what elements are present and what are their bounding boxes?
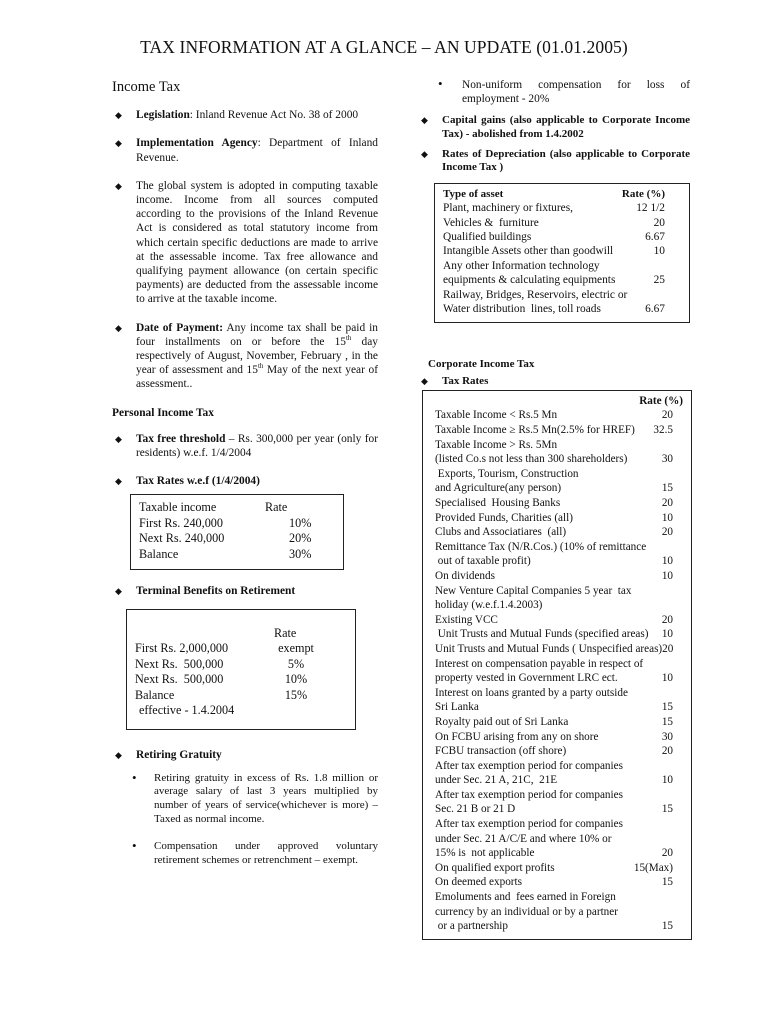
row-label: After tax exemption period for companies [435, 759, 623, 772]
table-row [443, 273, 677, 287]
table-row [435, 686, 685, 701]
table-row [435, 730, 685, 745]
table-row [443, 216, 677, 230]
table-row [435, 671, 685, 686]
row-label: equipments & calculating equipments [443, 274, 616, 287]
row-label: Qualified buildings [443, 231, 532, 243]
row-rate: 20 [661, 497, 673, 509]
corp-rates-label: Tax Rates [442, 374, 489, 387]
table-row [435, 919, 685, 934]
table-row [435, 788, 685, 803]
row-label: FCBU transaction (off shore) [435, 745, 567, 758]
row-rate [673, 788, 685, 803]
table-row [443, 259, 677, 273]
row-label: New Venture Capital Companies 5 year tax [435, 584, 632, 597]
row-rate: 15 [661, 715, 673, 728]
page-title: TAX INFORMATION AT A GLANCE – AN UPDATE (01.01.2005) [140, 37, 628, 57]
depreciation-table [434, 183, 690, 324]
nonuniform-point: • Non-uniform compensation for loss of employment - 20% [418, 78, 690, 106]
row-rate: 6.67 [645, 231, 665, 243]
row-rate: 12 1/2 [636, 202, 665, 215]
row-rate: 15 [661, 701, 673, 714]
row-label: Sri Lanka [435, 701, 479, 714]
depreciation-text: Rates of Depreciation (also applicable to Corporate Income Tax ) [442, 147, 690, 174]
table-row [435, 467, 685, 482]
table-row [435, 642, 685, 657]
table-row [435, 569, 685, 584]
superscript: th [345, 334, 352, 343]
row-rate: 32.5 [653, 424, 673, 437]
row-label: After tax exemption period for companies [435, 818, 623, 831]
row-rate: 10 [661, 672, 673, 685]
row-rate [673, 890, 685, 905]
row-rate: 6.67 [645, 303, 665, 316]
table-row [435, 700, 685, 715]
row-rate: 20 [653, 216, 665, 229]
table-row [435, 802, 685, 817]
row-label: Specialised Housing Banks [435, 497, 561, 509]
legislation-label: Legislation [136, 109, 190, 122]
table-row [135, 657, 347, 673]
row-label: under Sec. 21 A, 21C, 21E [435, 774, 558, 787]
row-label: First Rs. 240,000 [139, 515, 223, 530]
table-header [443, 187, 677, 201]
gratuity-point: • Retiring gratuity in excess of Rs. 1.8 million or average salary of last 3 years multiplied by number of years of service(whichever is more) – Taxed as normal income. [112, 772, 378, 826]
header-cell: Rate (%) [639, 394, 683, 407]
row-label: (listed Co.s not less than 300 shareholders) [435, 453, 628, 466]
table-row [435, 905, 685, 920]
row-rate: 20 [661, 409, 673, 422]
row-label: Intangible Assets other than goodwill [443, 245, 614, 258]
table-row [435, 613, 685, 628]
left-column [112, 80, 378, 881]
table-row [435, 598, 685, 613]
row-label: Remittance Tax (N/R.Cos.) (10% of remittance [435, 540, 647, 553]
threshold-label: Tax free threshold [136, 432, 226, 445]
row-label: property vested in Government LRC ect. [435, 672, 618, 685]
row-rate: 25 [653, 274, 665, 287]
table-row [435, 452, 685, 467]
row-label: and Agriculture(any person) [435, 482, 562, 495]
gratuity-label: Retiring Gratuity [136, 748, 222, 761]
row-label: Vehicles & furniture [443, 216, 539, 229]
row-rate: 10 [661, 555, 673, 568]
row-label: After tax exemption period for companies [435, 788, 623, 801]
header-cell: Rate [265, 500, 288, 515]
row-rate: 30 [661, 453, 673, 466]
personal-rates-table [130, 494, 344, 570]
tax-rates-item [112, 474, 378, 488]
tax-rates-label: Tax Rates w.e.f (1/4/2004) [136, 475, 260, 488]
agency-label: Implementation Agency [136, 137, 258, 150]
retiring-gratuity-item [112, 748, 378, 762]
row-rate: 5% [287, 656, 305, 671]
superscript: th [257, 362, 264, 371]
row-label: Plant, machinery or fixtures, [443, 202, 574, 215]
table-row [435, 817, 685, 832]
table-row [443, 230, 677, 244]
income-tax-heading: Income Tax [112, 79, 181, 95]
threshold-item [112, 432, 378, 460]
table-row [135, 688, 347, 704]
row-rate [673, 467, 685, 482]
row-rate: 20 [661, 526, 673, 539]
row-rate [673, 905, 685, 920]
row-label: holiday (w.e.f.1.4.2003) [435, 599, 543, 612]
row-label: On FCBU arising from any on shore [435, 730, 599, 743]
table-row [139, 531, 335, 547]
depreciation-item [418, 148, 690, 175]
row-rate [673, 540, 685, 555]
header-cell: Rate [274, 625, 297, 640]
agency-item [112, 136, 378, 164]
row-label: Railway, Bridges, Reservoirs, electric or [443, 288, 628, 301]
row-rate: 10 [661, 774, 673, 787]
table-row [443, 244, 677, 258]
row-label: 15% is not applicable [435, 847, 535, 860]
row-label: Provided Funds, Charities (all) [435, 511, 573, 524]
table-row [435, 496, 685, 511]
row-label: Any other Information technology [443, 259, 600, 272]
row-label: Next Rs. 240,000 [139, 531, 225, 546]
table-row [435, 511, 685, 526]
row-rate: 15 [661, 803, 673, 816]
table-row [139, 547, 335, 563]
payment-text: May of the next year of assessment.. [136, 364, 378, 391]
row-label: or a partnership [435, 920, 509, 933]
table-row [435, 875, 685, 890]
corporate-tax-rates-item [418, 374, 690, 388]
table-row [435, 657, 685, 672]
agency-text: : Department of Inland Revenue. [136, 137, 378, 164]
compensation-point: • Compensation under approved voluntary retirement schemes or retrenchment – exempt. [112, 840, 378, 867]
row-label: Unit Trusts and Mutual Funds (specified areas) [435, 628, 649, 641]
row-rate: 20 [661, 613, 673, 626]
row-rate: 30% [289, 546, 312, 561]
row-rate: 20 [662, 642, 674, 655]
table-row [435, 438, 685, 453]
row-label: Royalty paid out of Sri Lanka [435, 715, 569, 728]
row-rate [673, 657, 685, 672]
row-label: Next Rs. 500,000 [135, 672, 224, 687]
table-row [435, 423, 685, 438]
row-label: Interest on compensation payable in respect of [435, 657, 644, 670]
row-label: On deemed exports [435, 876, 522, 889]
row-rate [673, 438, 685, 453]
row-label: Interest on loans granted by a party outside [435, 686, 628, 699]
row-label: Taxable Income ≥ Rs.5 Mn(2.5% for HREF) [435, 424, 635, 437]
row-rate: 15 [661, 920, 673, 933]
row-rate [673, 598, 685, 613]
table-row [135, 641, 347, 657]
row-rate: 15(Max) [633, 861, 673, 874]
row-rate: 20 [661, 847, 673, 860]
row-rate [665, 288, 677, 302]
corporate-income-tax-heading: Corporate Income Tax [428, 358, 535, 371]
row-label: First Rs. 2,000,000 [135, 641, 229, 656]
row-rate: 15% [284, 687, 308, 702]
table-row [435, 832, 685, 847]
header-cell: Rate (%) [621, 187, 665, 200]
terminal-benefits-table [126, 609, 356, 730]
row-rate: 30 [661, 730, 673, 743]
row-rate: exempt [278, 641, 314, 656]
row-rate: 10% [284, 672, 308, 687]
table-row [135, 672, 347, 688]
row-label: Exports, Tourism, Construction [435, 467, 579, 480]
legislation-item [112, 108, 378, 122]
payment-label: Date of Payment: [136, 321, 224, 334]
row-rate [673, 759, 685, 774]
table-row [435, 846, 685, 861]
row-rate: 10 [661, 511, 673, 524]
table-row [435, 715, 685, 730]
table-row [435, 627, 685, 642]
row-label: Next Rs. 500,000 [135, 656, 224, 671]
row-label: Unit Trusts and Mutual Funds ( Unspecified areas) [435, 642, 663, 655]
row-label: Taxable Income < Rs.5 Mn [435, 409, 558, 422]
row-label: Balance [135, 687, 175, 702]
table-row [435, 554, 685, 569]
row-label: currency by an individual or by a partner [435, 905, 618, 918]
header-cell: Type of asset [443, 187, 504, 200]
terminal-label: Terminal Benefits on Retirement [136, 585, 296, 598]
row-rate: 15 [661, 876, 673, 889]
row-label: Taxable Income > Rs. 5Mn [435, 438, 558, 451]
payment-date-item [112, 321, 378, 392]
legislation-text: : Inland Revenue Act No. 38 of 2000 [189, 109, 359, 122]
row-rate [673, 584, 685, 599]
terminal-benefits-item [112, 584, 378, 598]
row-rate: 20% [289, 531, 312, 546]
table-row [435, 481, 685, 496]
row-label: Sec. 21 B or 21 D [435, 803, 516, 816]
row-label: Existing VCC [435, 613, 498, 626]
right-column [418, 78, 690, 940]
row-label: under Sec. 21 A/C/E and where 10% or [435, 832, 612, 845]
row-rate [673, 832, 685, 847]
global-system-item: ◆ The global system is adopted in computing taxable income. Income from all sources computed according to the provisions of the Inland Revenue Act is considered as total statutory income from which certain specific deductions are made to arrive at the assessable income. Tax free allowance and qualifying payment allowance (on certain specific payments) are deducted from the assessable income to arrive at the taxable income. [112, 179, 378, 307]
row-rate: 10 [661, 569, 673, 582]
row-label: out of taxable profit) [435, 555, 531, 568]
effective-date: effective - 1.4.2004 [139, 703, 235, 718]
table-header [139, 500, 335, 516]
table-row [435, 540, 685, 555]
threshold-text: – Rs. 300,000 per year (only for residents) w.e.f. 1/4/2004 [136, 432, 379, 460]
header-cell: Taxable income [139, 500, 217, 515]
table-row [435, 584, 685, 599]
payment-text: Any income tax shall be paid in four installments on or before the 15 [136, 321, 378, 348]
corporate-rates-table [422, 390, 692, 940]
row-label: Emoluments and fees earned in Foreign [435, 891, 616, 904]
table-row [435, 759, 685, 774]
row-label: On dividends [435, 569, 495, 582]
table-row [435, 525, 685, 540]
table-row [443, 302, 677, 316]
table-row [435, 408, 685, 423]
table-row [435, 890, 685, 905]
table-row [139, 516, 335, 532]
table-row [435, 861, 685, 876]
row-rate [673, 686, 685, 701]
row-label: Water distribution lines, toll roads [443, 303, 601, 316]
row-rate [673, 817, 685, 832]
capital-gains-item [418, 114, 690, 141]
table-row [435, 744, 685, 759]
row-label: Clubs and Associatiares (all) [435, 526, 567, 539]
row-rate: 15 [661, 482, 673, 495]
row-label: Balance [139, 546, 179, 561]
row-rate: 10% [289, 515, 312, 530]
personal-income-tax-heading: Personal Income Tax [112, 406, 214, 419]
payment-text: day respectively of August, November, February , in the year of assessment and 15 [136, 335, 378, 377]
row-label: On qualified export profits [435, 861, 555, 874]
row-rate: 10 [661, 628, 673, 641]
capital-gains-text: Capital gains (also applicable to Corporate Income Tax) - abolished from 1.4.2002 [442, 114, 690, 140]
table-row [443, 201, 677, 215]
table-row [443, 288, 677, 302]
row-rate [665, 259, 677, 273]
row-rate: 10 [653, 245, 665, 258]
row-rate: 20 [661, 745, 673, 758]
table-row [435, 773, 685, 788]
